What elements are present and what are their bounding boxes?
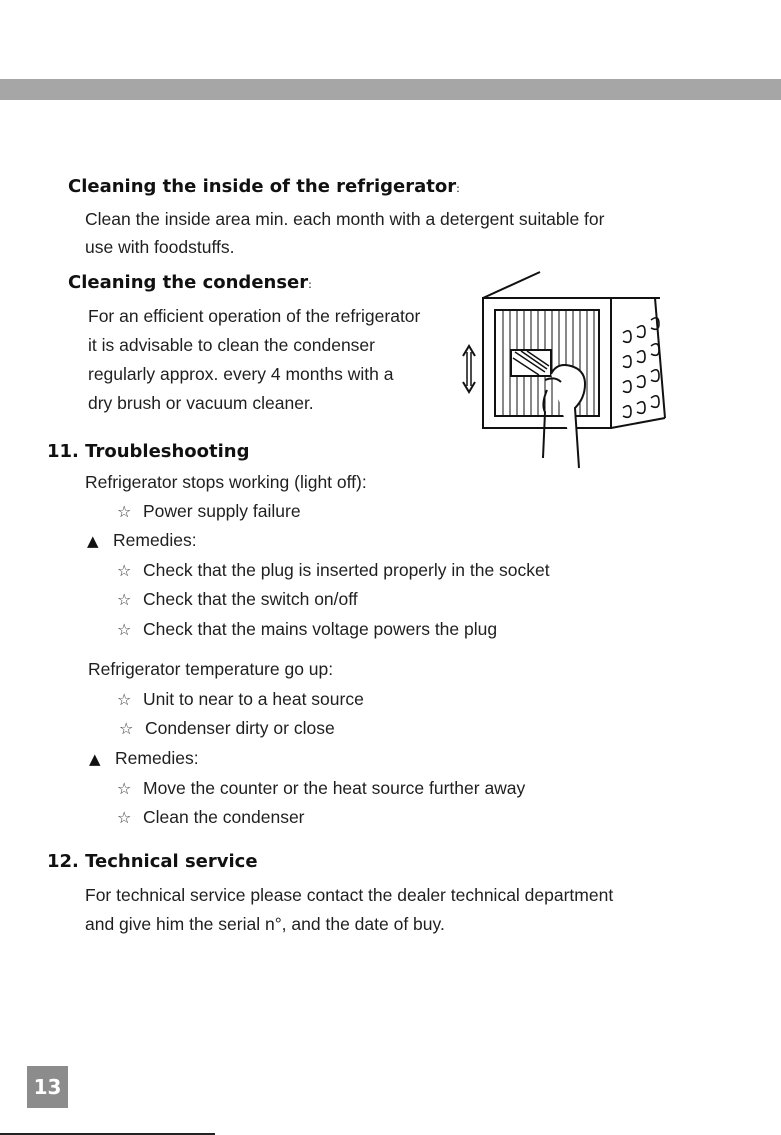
- heading-cleaning-inside: Cleaning the inside of the refrigerator:: [68, 176, 460, 197]
- condenser-text-1: For an efficient operation of the refrigerator: [88, 306, 421, 326]
- heading-troubleshooting: 11. Troubleshooting: [47, 441, 250, 462]
- black-triangle-icon: ▲: [87, 532, 99, 550]
- condenser-text-4: dry brush or vacuum cleaner.: [88, 393, 314, 413]
- case1-title: Refrigerator stops working (light off):: [85, 472, 367, 492]
- case2-remedy-2: ☆ Clean the condenser: [117, 807, 305, 827]
- case1-cause: ☆ Power supply failure: [117, 501, 301, 521]
- condenser-text-2: it is advisable to clean the condenser: [88, 335, 375, 355]
- cleaning-inside-text-2: use with foodstuffs.: [85, 237, 235, 257]
- star-outline-icon: ☆: [117, 808, 132, 827]
- case1-remedy-1: ☆ Check that the plug is inserted properly in the socket: [117, 560, 550, 580]
- star-outline-icon: ☆: [119, 719, 134, 738]
- case2-title: Refrigerator temperature go up:: [88, 659, 334, 679]
- case2-cause-1: ☆ Unit to near to a heat source: [117, 689, 364, 709]
- star-outline-icon: ☆: [117, 779, 132, 798]
- condenser-cleaning-illustration: [455, 268, 675, 473]
- condenser-text-3: regularly approx. every 4 months with a: [88, 364, 394, 384]
- star-outline-icon: ☆: [117, 690, 132, 709]
- case1-remedies-label: ▲ Remedies:: [87, 530, 197, 550]
- star-outline-icon: ☆: [117, 590, 132, 609]
- star-outline-icon: ☆: [117, 561, 132, 580]
- black-triangle-icon: ▲: [89, 750, 101, 768]
- header-bar: [0, 79, 781, 100]
- star-outline-icon: ☆: [117, 502, 132, 521]
- case1-remedy-2: ☆ Check that the switch on/off: [117, 589, 358, 609]
- case2-cause-2: ☆ Condenser dirty or close: [119, 718, 335, 738]
- technical-service-text-2: and give him the serial n°, and the date of buy.: [85, 914, 445, 934]
- heading-technical-service: 12. Technical service: [47, 851, 258, 872]
- brush-icon: [511, 350, 551, 376]
- up-down-arrow-icon: [463, 346, 475, 392]
- star-outline-icon: ☆: [117, 620, 132, 639]
- cleaning-inside-text-1: Clean the inside area min. each month with a detergent suitable for: [85, 209, 605, 229]
- page-number: 13: [27, 1066, 68, 1108]
- case1-remedy-3: ☆ Check that the mains voltage powers the plug: [117, 619, 498, 639]
- technical-service-text-1: For technical service please contact the dealer technical department: [85, 885, 614, 905]
- case2-remedy-1: ☆ Move the counter or the heat source further away: [117, 778, 526, 798]
- case2-remedies-label: ▲ Remedies:: [89, 748, 199, 768]
- heading-cleaning-condenser: Cleaning the condenser:: [68, 272, 312, 293]
